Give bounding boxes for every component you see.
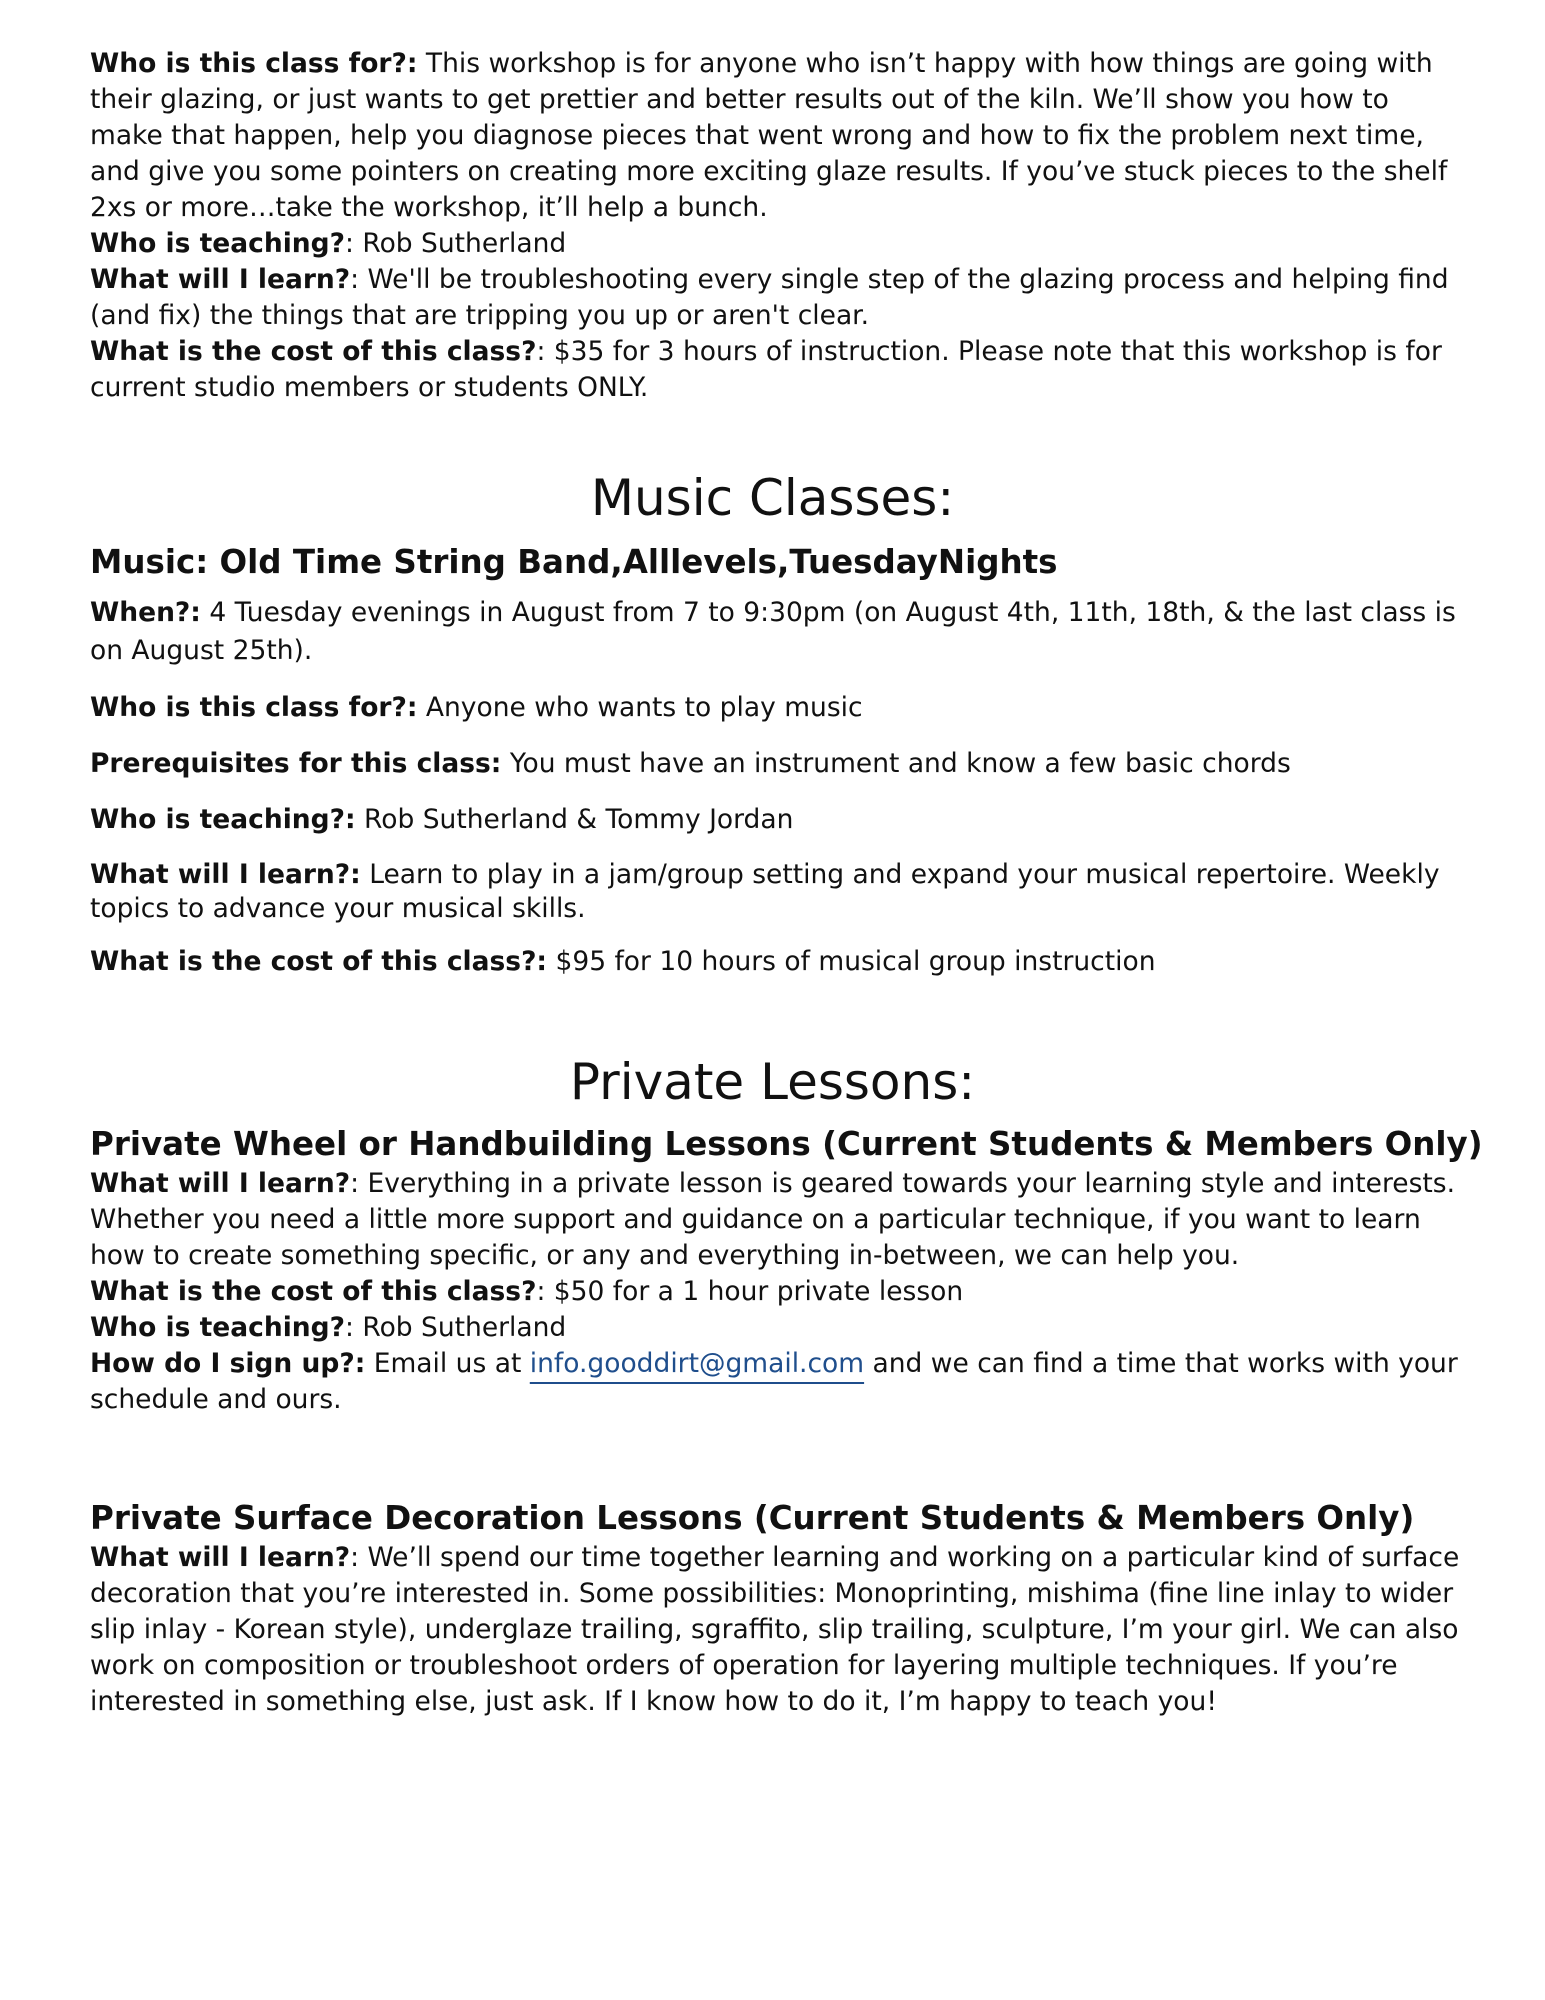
music-learn-text: Learn to play in a jam/group setting and expand your musical repertoire. Weekly topics to advance your musical skills. <box>90 859 1440 924</box>
wheel-signup-pre: Email us at <box>365 1348 530 1379</box>
glaze-who-for <box>90 46 1460 226</box>
wheel-learn-label: What will I learn? <box>90 1168 351 1199</box>
document-page <box>90 46 1500 1720</box>
music-cost-text: $95 for 10 hours of musical group instruction <box>547 946 1156 977</box>
surface-learn-text: : We’ll spend our time together learning and working on a particular kind of surface decoration that you’re interested in. Some possibilities: Monoprinting, mishima (fine line inlay to wider slip inlay - Korean style), underglaze trailing, sgraffito, slip trailing, sculpture, I’m your girl. We can also work on composition or troubleshoot orders of operation for layering multiple techniques. If you’re interested in something else, just ask. If I know how to do it, I’m happy to teach you! <box>90 1542 1460 1717</box>
wheel-learn <box>90 1166 1460 1274</box>
surface-learn <box>90 1540 1460 1720</box>
wheel-learn-text: : Everything in a private lesson is geared towards your learning style and interests. Whether you need a little more support and guidance on a particular technique, if you want to learn how to create something specific, or any and everything in-between, we can help you. <box>90 1168 1455 1271</box>
wheel-signup-label: How do I sign up?: <box>90 1348 366 1379</box>
music-teacher <box>90 802 1500 838</box>
music-teacher-label: Who is teaching?: <box>90 804 356 835</box>
music-who-for-label: Who is this class for?: <box>90 692 418 723</box>
glaze-cost <box>90 334 1460 406</box>
glaze-cost-label: What is the cost of this class? <box>90 336 537 367</box>
glaze-teacher-text: : Rob Sutherland <box>345 228 567 259</box>
music-prereq-label: Prerequisites for this class: <box>90 748 502 779</box>
wheel-cost-label: What is the cost of this class? <box>90 1276 537 1307</box>
wheel-cost-text: : $50 for a 1 hour private lesson <box>536 1276 964 1307</box>
wheel-signup <box>90 1346 1460 1418</box>
music-when-text: 4 Tuesday evenings in August from 7 to 9:30pm (on August 4th, 11th, 18th, & the last class is on August 25th). <box>90 597 1456 666</box>
music-teacher-text: Rob Sutherland & Tommy Jordan <box>355 804 794 835</box>
music-section-heading: Music Classes: <box>590 469 955 527</box>
music-learn <box>90 858 1460 926</box>
music-learn-label: What will I learn?: <box>90 859 361 890</box>
wheel-lesson-title: Private Wheel or Handbuilding Lessons (Current Students & Members Only) <box>90 1125 1483 1163</box>
music-who-for-text: Anyone who wants to play music <box>417 692 863 723</box>
wheel-teacher-text: : Rob Sutherland <box>345 1312 567 1343</box>
music-prereq-text: You must have an instrument and know a few basic chords <box>501 748 1291 779</box>
glaze-learn-text: : We'll be troubleshooting every single step of the glazing process and helping find (and fix) the things that are tripping you up or aren't clear. <box>90 264 1449 331</box>
music-cost <box>90 944 1500 980</box>
glaze-learn <box>90 262 1460 334</box>
glaze-who-for-label: Who is this class for?: <box>90 48 418 79</box>
wheel-cost <box>90 1274 1500 1310</box>
glaze-learn-label: What will I learn? <box>90 264 351 295</box>
music-prereq <box>90 746 1500 782</box>
music-when-label: When?: <box>90 597 201 628</box>
wheel-teacher <box>90 1310 1500 1346</box>
private-section-heading: Private Lessons: <box>569 1053 976 1111</box>
glaze-teacher <box>90 226 1500 262</box>
music-who-for <box>90 690 1500 726</box>
music-class-title: Music: Old Time String Band,Alllevels,TuesdayNights <box>90 543 1058 581</box>
music-cost-label: What is the cost of this class?: <box>90 946 548 977</box>
wheel-teacher-label: Who is teaching? <box>90 1312 345 1343</box>
email-link[interactable]: info.gooddirt@gmail.com <box>529 1348 865 1379</box>
glaze-who-for-text: This workshop is for anyone who isn’t happy with how things are going with their glazing, or just wants to get prettier and better results out of the kiln. We’ll show you how to make that happen, help you diagnose pieces that went wrong and how to fix the problem next time, and give you some pointers on creating more exciting glaze results. If you’ve stuck pieces to the shelf 2xs or more…take the workshop, it’ll help a bunch. <box>90 48 1448 223</box>
wheel-signup-post: and we can find a time that works with your schedule and ours. <box>90 1348 1458 1415</box>
glaze-teacher-label: Who is teaching? <box>90 228 345 259</box>
surface-learn-label: What will I learn? <box>90 1542 351 1573</box>
surface-lesson-title: Private Surface Decoration Lessons (Current Students & Members Only) <box>90 1499 1415 1537</box>
music-when <box>90 594 1460 670</box>
glaze-cost-text: : $35 for 3 hours of instruction. Please note that this workshop is for current studio members or students ONLY. <box>90 336 1442 403</box>
